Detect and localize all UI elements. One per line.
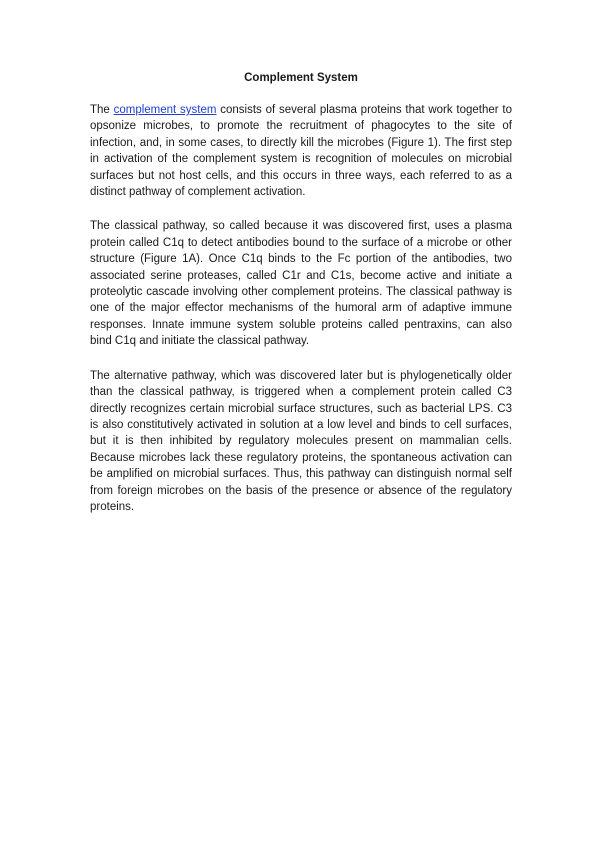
paragraph-classical-pathway: The classical pathway, so called because it was discovered first, uses a plasma protein called C1q to detect antibodies bound to the surface of a microbe or other structure (Figure 1A). Once C1q binds to the Fc portion of the antibodies, two associated serine proteases, called C1r and C1s, become active and initiate a proteolytic cascade involving other complement proteins. The classical pathway is one of the major effector mechanisms of the humoral arm of adaptive immune responses. Innate immune system soluble proteins called pentraxins, can also bind C1q and initiate the classical pathway. [90, 220, 512, 348]
paragraph-intro-suffix: consists of several plasma proteins that work together to opsonize microbes, to promote the recruitment of phagocytes to the site of infection, and, in some cases, to directly kill the microbes (Figure 1). The first step in activation of the complement system is recognition of molecules on microbial surfaces but not host cells, and this occurs in three ways, each referred to as a distinct pathway of complement activation. [90, 104, 512, 199]
complement-system-link[interactable]: complement system [113, 104, 217, 116]
document-page [90, 70, 512, 533]
paragraph-alternative-pathway: The alternative pathway, which was discovered later but is phylogenetically older than the classical pathway, is triggered when a complement protein called C3 directly recognizes certain microbial surface structures, such as bacterial LPS. C3 is also constitutively activated in solution at a low level and binds to cell surfaces, but it is then inhibited by regulatory molecules present on mammalian cells. Because microbes lack these regulatory proteins, the spontaneous activation can be amplified on microbial surfaces. Thus, this pathway can distinguish normal self from foreign microbes on the basis of the presence or absence of the regulatory proteins. [90, 369, 512, 513]
paragraph-intro-prefix: The [90, 104, 114, 116]
document-title: Complement System [244, 72, 358, 84]
paragraph-intro [90, 102, 512, 200]
